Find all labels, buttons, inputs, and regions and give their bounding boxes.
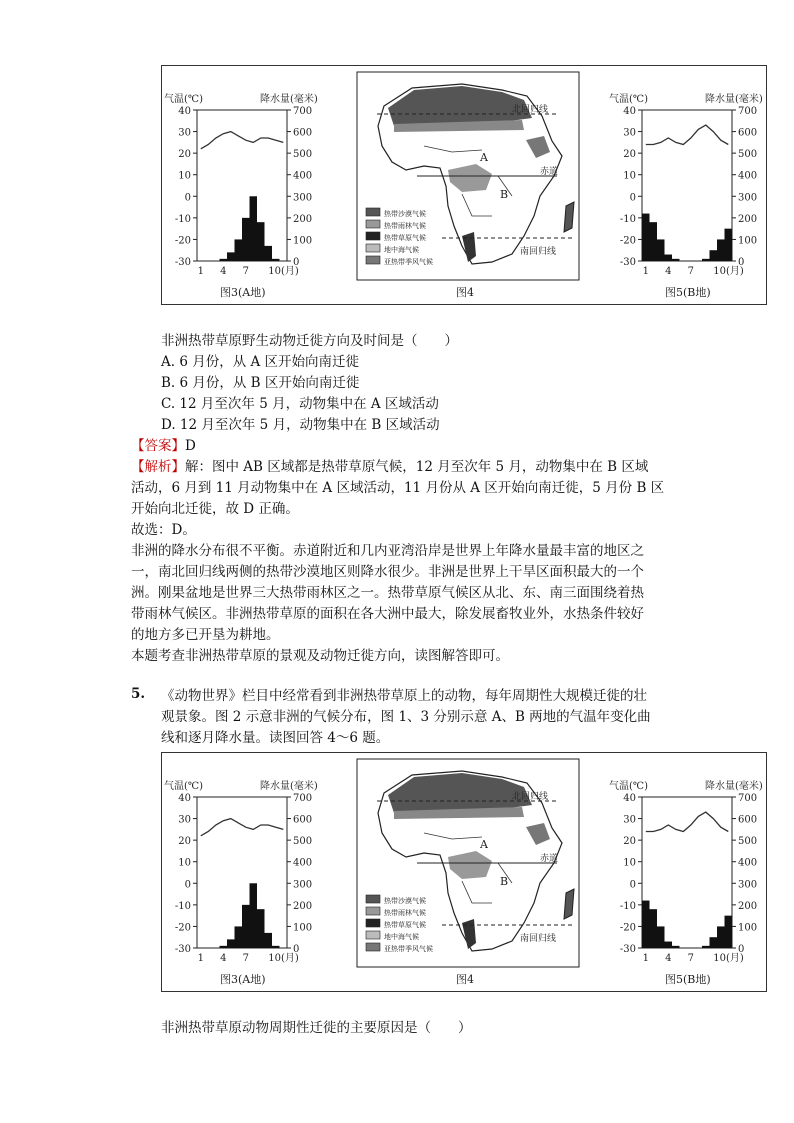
top-b-ytick-left-label: 0 (629, 192, 636, 204)
top-a-ytick-right-label: 600 (293, 127, 313, 139)
top-a-ytick-left-label: -30 (174, 257, 191, 268)
top-b-precip-bar (672, 259, 680, 261)
top-a-y-left-label: 气温(℃) (164, 94, 203, 105)
top-a-ytick-right-label: 700 (293, 106, 313, 117)
bottom-b-precip-bar (642, 901, 650, 948)
top-b-ytick-left-label: -10 (619, 213, 636, 225)
top-a-chart (164, 92, 318, 299)
top-legend-label: 热带沙漠气候 (384, 210, 426, 218)
bottom-b-y-right-label: 降水量(毫米) (705, 781, 763, 792)
top-b-ytick-right-label: 600 (738, 127, 758, 139)
top-b-xtick-label: 10(月) (713, 266, 744, 277)
bottom-a-xtick-label: 7 (242, 953, 249, 964)
bottom-a-precip-bar (265, 933, 273, 948)
bottom-b-ytick-right-label: 600 (738, 814, 758, 826)
top-b-temperature-line (646, 125, 729, 144)
bottom-b-precip-bar (710, 937, 718, 948)
bottom-b-precip-bar (672, 946, 680, 948)
bottom-a-precip-bar (220, 946, 228, 948)
analysis-line-9: 的地方多已开垦为耕地。 (131, 627, 280, 643)
top-b-precip-bar (642, 214, 650, 261)
answer-tag: 【答案】 (131, 438, 185, 454)
top-madagascar (564, 202, 574, 232)
bottom-legend-label: 地中海气候 (384, 933, 419, 941)
bottom-a-precip-bar (235, 926, 243, 948)
bottom-a-ytick-left-label: 40 (178, 793, 191, 804)
bottom-a-ytick-left-label: -10 (174, 900, 191, 912)
bottom-b-y-left-label: 气温(℃) (609, 781, 648, 792)
bottom-a-y-right-label: 降水量(毫米) (260, 781, 318, 792)
analysis-text-1: 解：图中 AB 区域都是热带草原气候，12 月至次年 5 月，动物集中在 B 区域 (185, 459, 649, 475)
top-a-ytick-left-label: 10 (178, 170, 191, 182)
top-a-precip-bar (235, 239, 243, 261)
bottom-b-ytick-left-label: -30 (619, 944, 636, 955)
top-b-chart (609, 92, 763, 299)
top-b-ytick-right-label: 300 (738, 192, 758, 204)
q4-option-a: A. 6 月份，从 A 区开始向南迁徙 (161, 354, 360, 370)
top-b-precip-bar (657, 239, 665, 261)
bottom-b-ytick-left-label: 20 (623, 836, 636, 848)
bottom-a-ytick-left-label: -20 (174, 922, 191, 934)
bottom-b-ytick-right-label: 400 (738, 857, 758, 869)
bottom-map (357, 759, 579, 986)
top-a-precip-bar (242, 218, 250, 261)
bottom-tropic-north-label: 北回归线 (512, 792, 549, 802)
bottom-a-ytick-right-label: 600 (293, 814, 313, 826)
analysis-line-7: 洲。刚果盆地是世界三大热带雨林区之一。热带草原气候区从北、东、南三面围绕着热 (131, 585, 644, 601)
bottom-a-ytick-right-label: 100 (293, 922, 313, 934)
bottom-b-precip-bar (702, 946, 710, 948)
bottom-b-xtick-label: 1 (642, 953, 649, 964)
q5-number: 5. (131, 686, 146, 702)
top-b-ytick-right-label: 200 (738, 213, 758, 225)
q5-intro-1: 《动物世界》栏目中经常看到非洲热带草原上的动物，每年周期性大规模迁徙的壮 (161, 688, 647, 704)
bottom-a-ytick-right-label: 500 (293, 836, 313, 848)
top-b-ytick-left-label: 30 (623, 127, 636, 139)
bottom-legend-swatch (366, 895, 380, 903)
top-b-precip-bar (650, 222, 658, 261)
top-b-ytick-right-label: 400 (738, 170, 758, 182)
top-legend-swatch (366, 232, 380, 240)
analysis-tag: 【解析】 (131, 459, 185, 475)
bottom-b-ytick-right-label: 300 (738, 879, 758, 891)
top-legend-label: 地中海气候 (384, 246, 419, 254)
bottom-a-precip-bar (227, 939, 235, 948)
top-a-ytick-left-label: 30 (178, 127, 191, 139)
top-a-precip-bar (220, 259, 228, 261)
top-a-caption: 图3(A地) (220, 286, 266, 299)
top-legend-label: 亚热带季风气候 (384, 258, 433, 266)
top-region-b-label: B (500, 188, 509, 201)
top-b-precip-bar (717, 239, 725, 261)
top-a-precip-bar (265, 246, 273, 261)
bottom-b-precip-bar (650, 909, 658, 948)
bottom-b-ytick-right-label: 700 (738, 793, 758, 804)
top-b-ytick-right-label: 0 (738, 257, 745, 268)
top-a-ytick-left-label: 40 (178, 106, 191, 117)
top-legend-swatch (366, 220, 380, 228)
bottom-a-precip-bar (242, 905, 250, 948)
bottom-a-temperature-line (201, 819, 283, 836)
top-map (357, 72, 579, 299)
bottom-map-caption: 图4 (456, 973, 474, 986)
analysis-line-8: 带雨林气候区。非洲热带草原的面积在各大洲中最大，除发展畜牧业外，水热条件较好 (131, 606, 644, 622)
bottom-a-ytick-right-label: 300 (293, 879, 313, 891)
bottom-a-xtick-label: 1 (197, 953, 204, 964)
top-a-ytick-left-label: 20 (178, 149, 191, 161)
top-b-ytick-left-label: 40 (623, 106, 636, 117)
top-b-ytick-left-label: -30 (619, 257, 636, 268)
bottom-b-precip-bar (725, 916, 733, 948)
bottom-region-a-label: A (480, 838, 488, 851)
bottom-a-chart (164, 779, 318, 986)
top-a-ytick-left-label: -10 (174, 213, 191, 225)
bottom-legend-swatch (366, 907, 380, 915)
figure-panel-top (161, 65, 767, 305)
bottom-b-ytick-left-label: -20 (619, 922, 636, 934)
top-a-xtick-label: 4 (220, 266, 227, 277)
bottom-a-ytick-right-label: 0 (293, 944, 300, 955)
q4-option-b: B. 6 月份，从 B 区开始向南迁徙 (161, 375, 360, 391)
bottom-a-ytick-right-label: 700 (293, 793, 313, 804)
top-a-y-right-label: 降水量(毫米) (260, 94, 318, 105)
top-equator-label: 赤道 (540, 167, 559, 177)
top-tropic-north-label: 北回归线 (512, 105, 549, 115)
top-region-a-label: A (480, 151, 488, 164)
bottom-legend-label: 亚热带季风气候 (384, 945, 433, 953)
top-b-ytick-right-label: 700 (738, 106, 758, 117)
bottom-region-b-label: B (500, 875, 509, 888)
bottom-a-caption: 图3(A地) (220, 973, 266, 986)
bottom-a-ytick-right-label: 400 (293, 857, 313, 869)
q4-option-d: D. 12 月至次年 5 月，动物集中在 B 区域活动 (161, 417, 440, 433)
bottom-madagascar (564, 889, 574, 919)
q5-intro-3: 线和逐月降水量。读图回答 4～6 题。 (161, 730, 390, 746)
bottom-legend-label: 热带雨林气候 (384, 909, 426, 917)
top-a-xtick-label: 7 (242, 266, 249, 277)
analysis-line-3: 开始向北迁徙，故 D 正确。 (131, 501, 299, 517)
answer-line (131, 436, 196, 457)
figure-svg-top (162, 66, 768, 306)
bottom-b-temperature-line (646, 812, 729, 831)
top-b-ytick-right-label: 100 (738, 235, 758, 247)
bottom-b-precip-bar (657, 926, 665, 948)
top-a-precip-bar (272, 259, 280, 261)
top-a-ytick-right-label: 400 (293, 170, 313, 182)
top-legend-swatch (366, 208, 380, 216)
bottom-b-ytick-right-label: 100 (738, 922, 758, 934)
top-a-ytick-right-label: 100 (293, 235, 313, 247)
top-b-ytick-right-label: 500 (738, 149, 758, 161)
top-legend-swatch (366, 256, 380, 264)
top-b-precip-bar (665, 255, 673, 261)
top-legend-label: 热带草原气候 (384, 234, 426, 242)
top-a-ytick-right-label: 200 (293, 213, 313, 225)
top-a-ytick-right-label: 0 (293, 257, 300, 268)
bottom-a-y-left-label: 气温(℃) (164, 781, 203, 792)
top-a-ytick-left-label: 0 (184, 192, 191, 204)
top-a-ytick-left-label: -20 (174, 235, 191, 247)
top-legend-label: 热带雨林气候 (384, 222, 426, 230)
bottom-a-precip-bar (257, 909, 265, 948)
analysis-line-5: 非洲的降水分布很不平衡。赤道附近和几内亚湾沿岸是世界上年降水量最丰富的地区之 (131, 543, 644, 559)
answer-value: D (185, 438, 196, 454)
bottom-b-xtick-label: 4 (665, 953, 672, 964)
analysis-line-6: 一，南北回归线两侧的热带沙漠地区则降水很少。非洲是世界上干旱区面积最大的一个 (131, 564, 644, 580)
top-a-ytick-right-label: 500 (293, 149, 313, 161)
top-a-xtick-label: 10(月) (268, 266, 299, 277)
q4-stem: 非洲热带草原野生动物迁徙方向及时间是（ ） (161, 333, 458, 349)
bottom-b-xtick-label: 10(月) (713, 953, 744, 964)
bottom-equator-label: 赤道 (540, 854, 559, 864)
top-b-caption: 图5(B地) (665, 286, 711, 299)
bottom-a-ytick-left-label: 10 (178, 857, 191, 869)
top-a-xtick-label: 1 (197, 266, 204, 277)
top-b-ytick-left-label: 20 (623, 149, 636, 161)
top-map-caption: 图4 (456, 286, 474, 299)
top-a-precip-bar (257, 222, 265, 261)
bottom-a-precip-bar (250, 883, 258, 948)
bottom-b-precip-bar (665, 942, 673, 948)
bottom-a-precip-bar (272, 946, 280, 948)
top-b-precip-bar (702, 259, 710, 261)
bottom-b-ytick-right-label: 200 (738, 900, 758, 912)
bottom-b-caption: 图5(B地) (665, 973, 711, 986)
q5-stem: 非洲热带草原动物周期性迁徙的主要原因是（ ） (161, 1020, 472, 1036)
top-b-ytick-left-label: 10 (623, 170, 636, 182)
analysis-line-4: 故选：D。 (131, 522, 196, 538)
bottom-a-xtick-label: 4 (220, 953, 227, 964)
bottom-b-ytick-right-label: 0 (738, 944, 745, 955)
bottom-a-ytick-left-label: 20 (178, 836, 191, 848)
bottom-legend-label: 热带草原气候 (384, 921, 426, 929)
top-b-ytick-left-label: -20 (619, 235, 636, 247)
q4-option-c: C. 12 月至次年 5 月，动物集中在 A 区域活动 (161, 396, 439, 412)
bottom-legend-label: 热带沙漠气候 (384, 897, 426, 905)
bottom-b-ytick-left-label: 40 (623, 793, 636, 804)
bottom-tropic-south-label: 南回归线 (520, 934, 557, 944)
top-b-xtick-label: 7 (687, 266, 694, 277)
bottom-b-ytick-left-label: 0 (629, 879, 636, 891)
analysis-line-2: 活动，6 月到 11 月动物集中在 A 区域活动，11 月份从 A 区开始向南迁徙，5 月份 B 区 (131, 480, 665, 496)
top-b-xtick-label: 4 (665, 266, 672, 277)
bottom-b-ytick-left-label: -10 (619, 900, 636, 912)
bottom-a-ytick-left-label: -30 (174, 944, 191, 955)
bottom-b-ytick-left-label: 10 (623, 857, 636, 869)
top-b-xtick-label: 1 (642, 266, 649, 277)
top-b-precip-bar (725, 229, 733, 261)
bottom-b-ytick-right-label: 500 (738, 836, 758, 848)
top-legend-swatch (366, 244, 380, 252)
top-tropic-south-label: 南回归线 (520, 247, 557, 257)
top-a-precip-bar (250, 196, 258, 261)
analysis-line-10: 本题考查非洲热带草原的景观及动物迁徙方向，读图解答即可。 (131, 648, 509, 664)
bottom-legend-swatch (366, 919, 380, 927)
figure-svg-bottom (162, 753, 768, 993)
bottom-legend-swatch (366, 943, 380, 951)
bottom-a-ytick-right-label: 200 (293, 900, 313, 912)
bottom-b-xtick-label: 7 (687, 953, 694, 964)
bottom-a-ytick-left-label: 30 (178, 814, 191, 826)
analysis-line-1 (131, 457, 648, 478)
bottom-b-chart (609, 779, 763, 986)
top-b-y-left-label: 气温(℃) (609, 94, 648, 105)
bottom-a-ytick-left-label: 0 (184, 879, 191, 891)
q5-intro-2: 观景象。图 2 示意非洲的气候分布，图 1、3 分别示意 A、B 两地的气温年变化曲 (161, 709, 651, 725)
top-a-temperature-line (201, 132, 283, 149)
bottom-a-xtick-label: 10(月) (268, 953, 299, 964)
figure-panel-bottom (161, 752, 767, 992)
top-a-ytick-right-label: 300 (293, 192, 313, 204)
top-b-precip-bar (710, 250, 718, 261)
top-a-precip-bar (227, 252, 235, 261)
bottom-b-precip-bar (717, 926, 725, 948)
bottom-legend-swatch (366, 931, 380, 939)
bottom-b-ytick-left-label: 30 (623, 814, 636, 826)
top-b-y-right-label: 降水量(毫米) (705, 94, 763, 105)
